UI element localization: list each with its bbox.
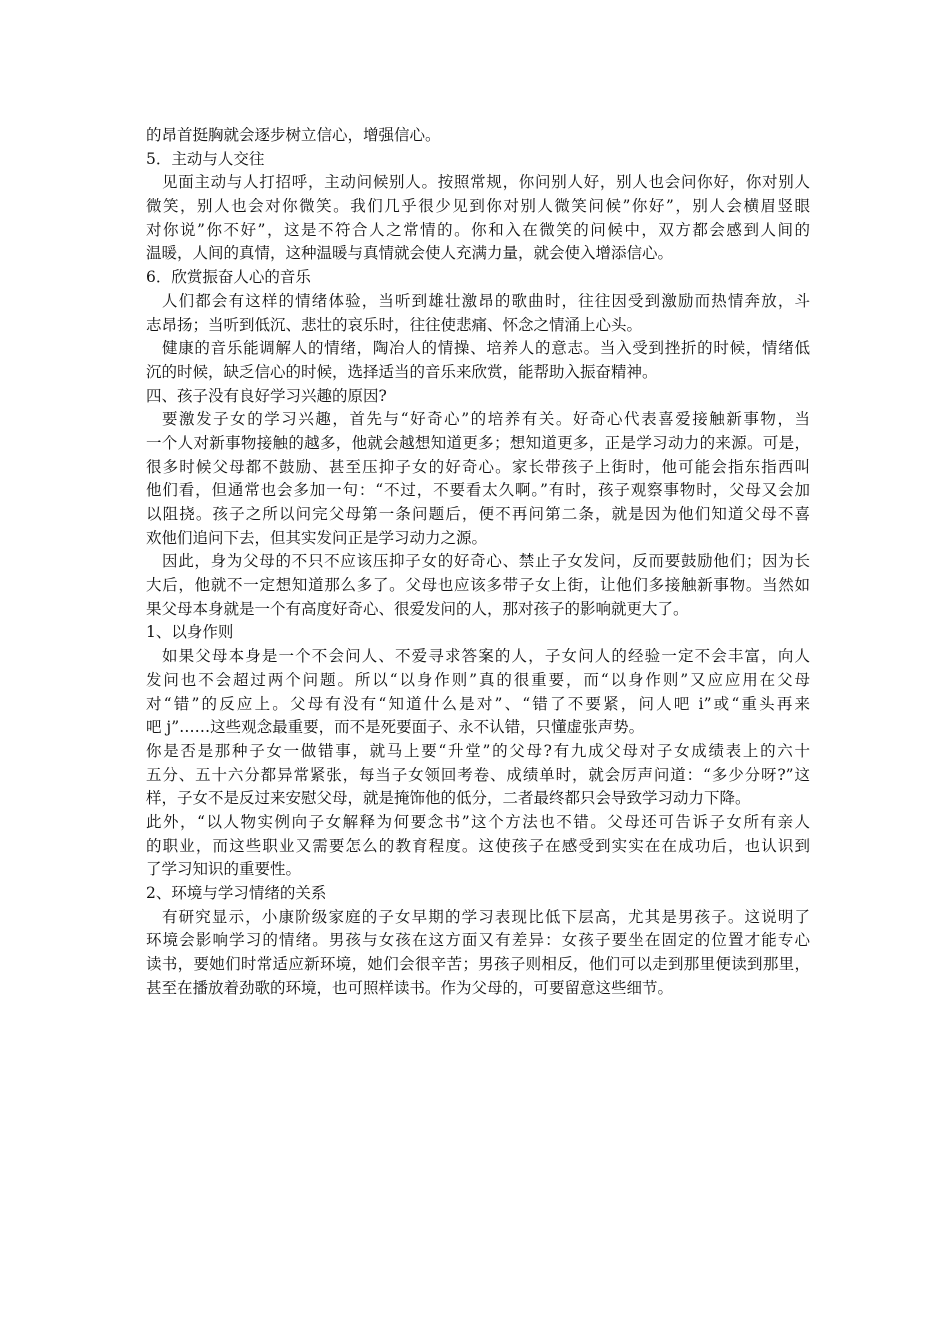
text-line: 2、环境与学习情绪的关系: [146, 884, 327, 902]
text-line: 发问也不会超过两个问题。所以“以身作则”真的很重要，而“以身作则”又应应用在父母: [146, 670, 810, 689]
text-line: 他们看，但通常也会多加一句：“不过，不要看太久啊。”有时，孩子观察事物时，父母又会加: [146, 481, 810, 500]
text-line: 健康的音乐能调解人的情绪，陶冶人的情操、培养人的意志。当入受到挫折的时候，情绪低: [162, 339, 810, 358]
text-line: 你是否是那种子女一做错事，就马上要“升堂”的父母?有九成父母对子女成绩表上的六十: [146, 741, 810, 760]
text-line: 见面主动与人打招呼，主动问候别人。按照常规，你问别人好，别人也会问你好，你对别人: [162, 173, 810, 192]
document-body: [146, 124, 810, 1000]
text-line: 沉的时候，缺乏信心的时候，选择适当的音乐来欣赏，能帮助入振奋精神。: [146, 362, 658, 381]
text-line: 5．主动与人交往: [146, 149, 265, 168]
text-line: 因此，身为父母的不只不应该压抑子女的好奇心、禁止子女发问，反而要鼓励他们；因为长: [162, 552, 810, 571]
text-line: 的职业，而这些职业又需要怎么的教育程度。这使孩子在感受到实实在在成功后，也认识到: [146, 836, 810, 855]
text-line: 吧 j”……这些观念最重要，而不是死要面子、永不认错，只懂虚张声势。: [146, 718, 645, 737]
text-line: 要激发子女的学习兴趣，首先与“好奇心”的培养有关。好奇心代表喜爱接触新事物，当: [162, 410, 810, 429]
text-line: 6．欣赏振奋人心的音乐: [146, 268, 311, 287]
text-line: 以阻挠。孩子之所以问完父母第一条问题后，便不再问第二条，就是因为他们知道父母不喜: [146, 505, 810, 523]
text-line: 志昂扬；当听到低沉、悲壮的哀乐时，往往使悲痛、怀念之情涌上心头。: [146, 315, 643, 334]
text-line: 温暖，人间的真情，这种温暖与真情就会使人充满力量，就会使入增添信心。: [146, 244, 674, 263]
text-line: 四、孩子没有良好学习兴趣的原因?: [146, 386, 387, 405]
text-line: 了学习知识的重要性。: [146, 860, 302, 879]
text-line: 1、以身作则: [146, 623, 234, 642]
text-line: 环境会影响学习的情绪。男孩与女孩在这方面又有差异：女孩子要坐在固定的位置才能专心: [146, 931, 810, 950]
text-line: 的昂首挺胸就会逐步树立信心，增强信心。: [146, 126, 441, 144]
text-line: 如果父母本身是一个不会问人、不爱寻求答案的人，子女问人的经验一定不会丰富，向人: [162, 647, 810, 666]
text-line: 此外，“以人物实例向子女解释为何要念书”这个方法也不错。父母还可告诉子女所有亲人: [146, 812, 810, 831]
text-line: 大后，他就不一定想知道那么多了。父母也应该多带子女上街，让他们多接触新事物。当然如: [146, 576, 810, 595]
text-line: 样，子女不是反过来安慰父母，就是掩饰他的低分，二者最终都只会导致学习动力下降。: [146, 789, 751, 808]
text-line: 果父母本身就是一个有高度好奇心、很爱发问的人，那对孩子的影响就更大了。: [146, 599, 689, 618]
text-line: 有研究显示，小康阶级家庭的子女早期的学习表现比低下层高，尤其是男孩子。这说明了: [162, 907, 810, 926]
text-line: 欢他们追问下去，但其实发问正是学习动力之源。: [146, 528, 488, 547]
text-line: 读书，要她们时常适应新环境，她们会很辛苦；男孩子则相反，他们可以走到那里便读到那里，: [146, 955, 810, 974]
text-line: 对“错”的反应上。父母有没有“知道什么是对”、“错了不要紧，问人吧 i”或“重头再来: [146, 694, 810, 713]
text-line: 对你说”你不好”，这是不符合人之常情的。你和入在微笑的问候中，双方都会感到人间的: [146, 220, 810, 239]
text-line: 很多时候父母都不鼓励、甚至压抑子女的好奇心。家长带孩子上街时，他可能会指东指西叫: [146, 457, 810, 476]
text-line: 微笑，别人也会对你微笑。我们几乎很少见到你对别人微笑问候”你好”，别人会横眉竖眼: [146, 197, 810, 216]
text-line: 人们都会有这样的情绪体验，当听到雄壮激昂的歌曲时，往往因受到激励而热情奔放，斗: [162, 291, 810, 310]
text-line: 五分、五十六分都异常紧张，每当子女领回考卷、成绩单时，就会厉声问道：“多少分呀?”这: [146, 765, 810, 784]
text-line: 甚至在播放着劲歌的环境，也可照样读书。作为父母的，可要留意这些细节。: [146, 978, 674, 997]
text-line: 一个人对新事物接触的越多，他就会越想知道更多；想知道更多，正是学习动力的来源。可是，: [146, 433, 810, 452]
